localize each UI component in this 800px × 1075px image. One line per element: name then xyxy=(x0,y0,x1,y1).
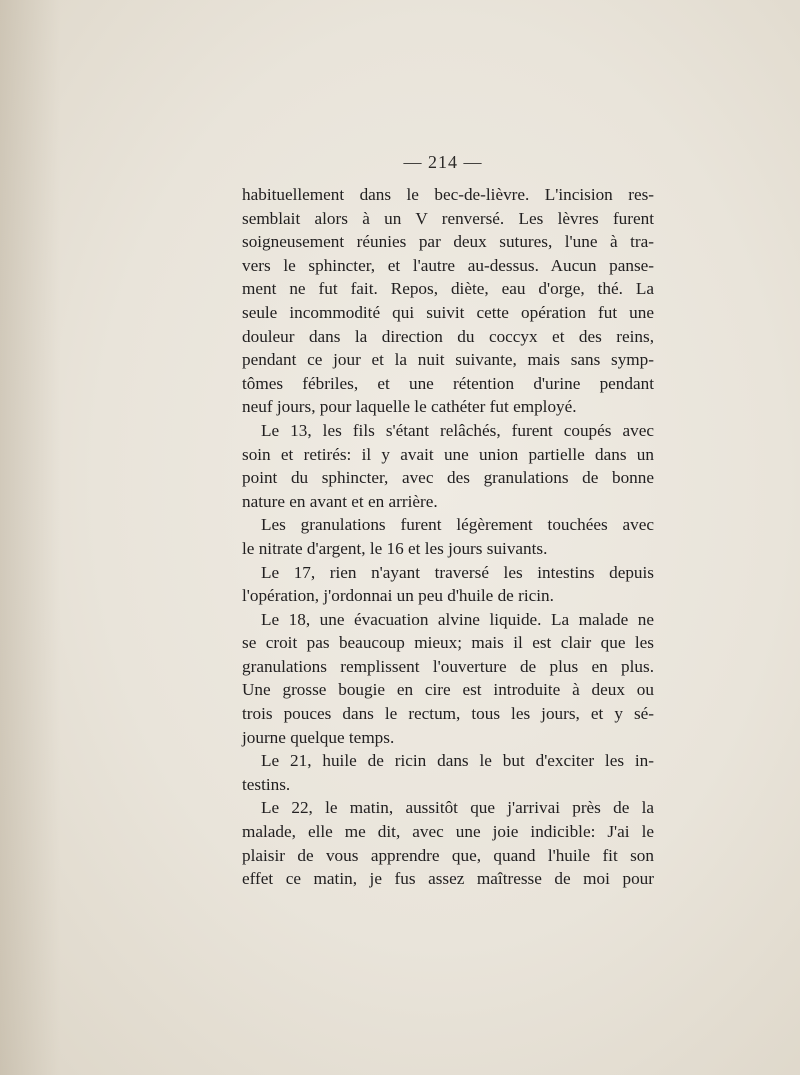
text-line: neuf jours, pour laquelle le cathéter fut employé. xyxy=(242,397,577,417)
text-line: semblait alors à un V renversé. Les lèvres furent xyxy=(242,208,654,228)
text-line: Le 22, le matin, aussitôt que j'arrivai près de la xyxy=(261,798,654,818)
text-line: trois pouces dans le rectum, tous les jours, et y sé- xyxy=(242,704,654,724)
text-line: vers le sphincter, et l'autre au-dessus. Aucun panse- xyxy=(242,255,654,275)
text-line: effet ce matin, je fus assez maîtresse de moi pour xyxy=(242,869,654,889)
text-line: l'opération, j'ordonnai un peu d'huile de ricin. xyxy=(242,586,554,606)
text-line: habituellement dans le bec-de-lièvre. L'incision res- xyxy=(242,185,654,204)
text-line: testins. xyxy=(242,774,291,794)
text-line: soin et retirés: il y avait une union partielle dans un xyxy=(242,444,654,464)
body-text xyxy=(242,183,654,891)
text-line: point du sphincter, avec des granulations de bonne xyxy=(242,468,654,488)
text-line: Les granulations furent légèrement touchées avec xyxy=(261,515,654,535)
text-line: soigneusement réunies par deux sutures, l'une à tra- xyxy=(242,232,654,252)
text-line: Le 21, huile de ricin dans le but d'exciter les in- xyxy=(261,751,654,771)
text-line: ment ne fut fait. Repos, diète, eau d'orge, thé. La xyxy=(242,279,654,299)
text-line: plaisir de vous apprendre que, quand l'huile fit son xyxy=(242,845,654,865)
text-line: malade, elle me dit, avec une joie indicible: J'ai le xyxy=(242,822,654,842)
text-line: pendant ce jour et la nuit suivante, mais sans symp- xyxy=(242,350,654,370)
text-line: granulations remplissent l'ouverture de plus en plus. xyxy=(242,656,654,676)
text-line: se croit pas beaucoup mieux; mais il est clair que les xyxy=(242,633,654,653)
page-number: — 214 — xyxy=(403,152,483,172)
text-line: tômes fébriles, et une rétention d'urine pendant xyxy=(242,373,654,393)
text-line: le nitrate d'argent, le 16 et les jours suivants. xyxy=(242,538,548,558)
text-line: Le 13, les fils s'étant relâchés, furent coupés avec xyxy=(261,420,654,440)
text-line: journe quelque temps. xyxy=(242,727,395,747)
text-line: Le 17, rien n'ayant traversé les intestins depuis xyxy=(261,562,654,582)
text-line: douleur dans la direction du coccyx et des reins, xyxy=(242,326,654,346)
text-line: nature en avant et en arrière. xyxy=(242,491,438,511)
text-line: seule incommodité qui suivit cette opération fut une xyxy=(242,302,654,322)
text-line: Une grosse bougie en cire est introduite à deux ou xyxy=(242,680,654,700)
text-line: Le 18, une évacuation alvine liquide. La malade ne xyxy=(261,609,654,629)
